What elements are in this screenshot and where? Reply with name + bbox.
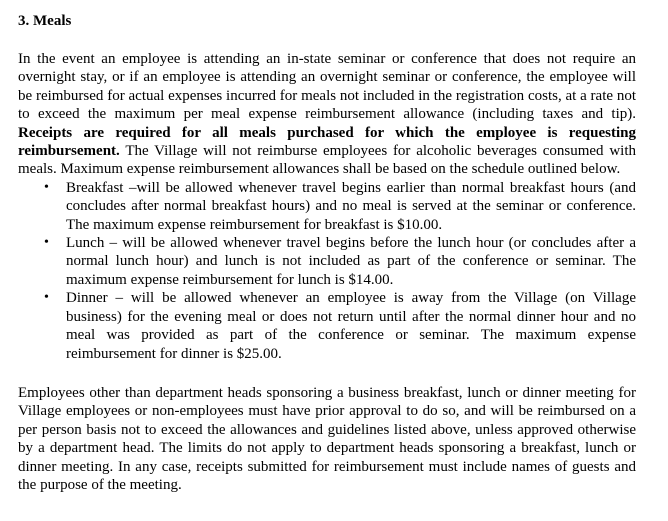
list-item-lunch	[44, 234, 636, 289]
document-page	[18, 12, 636, 494]
intro-text: In the event an employee is attending an in-state seminar or conference that does not require an overnight stay, or if an employee is attending an overnight seminar or conference, the employee will be reimbursed for actual expenses incurred for meals not included in the registration costs, at a rate not to exceed the maximum per meal expense reimbursement allowance (including taxes and tip).	[18, 51, 636, 123]
bullet-icon: •	[44, 179, 49, 195]
breakfast-allowance-text: Breakfast –will be allowed whenever travel begins earlier than normal breakfast hours (and concludes after normal breakfast hours) and no meal is served at the seminar or conference. The maximum expense reimbursement for breakfast is $10.00.	[66, 179, 636, 233]
bullet-icon: •	[44, 290, 49, 306]
closing-paragraph: Employees other than department heads sponsoring a business breakfast, lunch or dinner meeting for Village employees or non-employees must have prior approval to do so, and will be reimbursed on a per person basis not to exceed the allowances and guidelines listed above, unless approved otherwise by a department head. The limits do not apply to department heads sponsoring a breakfast, lunch or dinner meeting. In any case, receipts submitted for reimbursement must include names of guests and the purpose of the meeting.	[18, 384, 636, 493]
meal-allowance-list	[18, 179, 636, 363]
bullet-icon: •	[44, 235, 49, 251]
receipts-required-notice: Receipts are required for all meals purchased for which the employee is requesting reimbursement.	[18, 124, 636, 160]
intro-paragraph	[18, 50, 636, 179]
section-heading: 3. Meals	[18, 13, 72, 29]
dinner-allowance-text: Dinner – will be allowed whenever an employee is away from the Village (on Village business) for the evening meal or does not return until after the normal dinner hour and no meal was provided as part of the conference or seminar. The maximum expense reimbursement for dinner is $25.00.	[66, 290, 636, 362]
intro-text-continued: The Village will not reimburse employees for alcoholic beverages consumed with meals. Maximum expense reimbursement allowances shall be based on the schedule outlined below.	[18, 143, 636, 178]
list-item-breakfast	[44, 179, 636, 234]
lunch-allowance-text: Lunch – will be allowed whenever travel begins before the lunch hour (or concludes after a normal lunch hour) and lunch is not included as part of the conference or seminar. The maximum expense reimbursement for lunch is $14.00.	[66, 235, 636, 288]
list-item-dinner	[44, 289, 636, 363]
